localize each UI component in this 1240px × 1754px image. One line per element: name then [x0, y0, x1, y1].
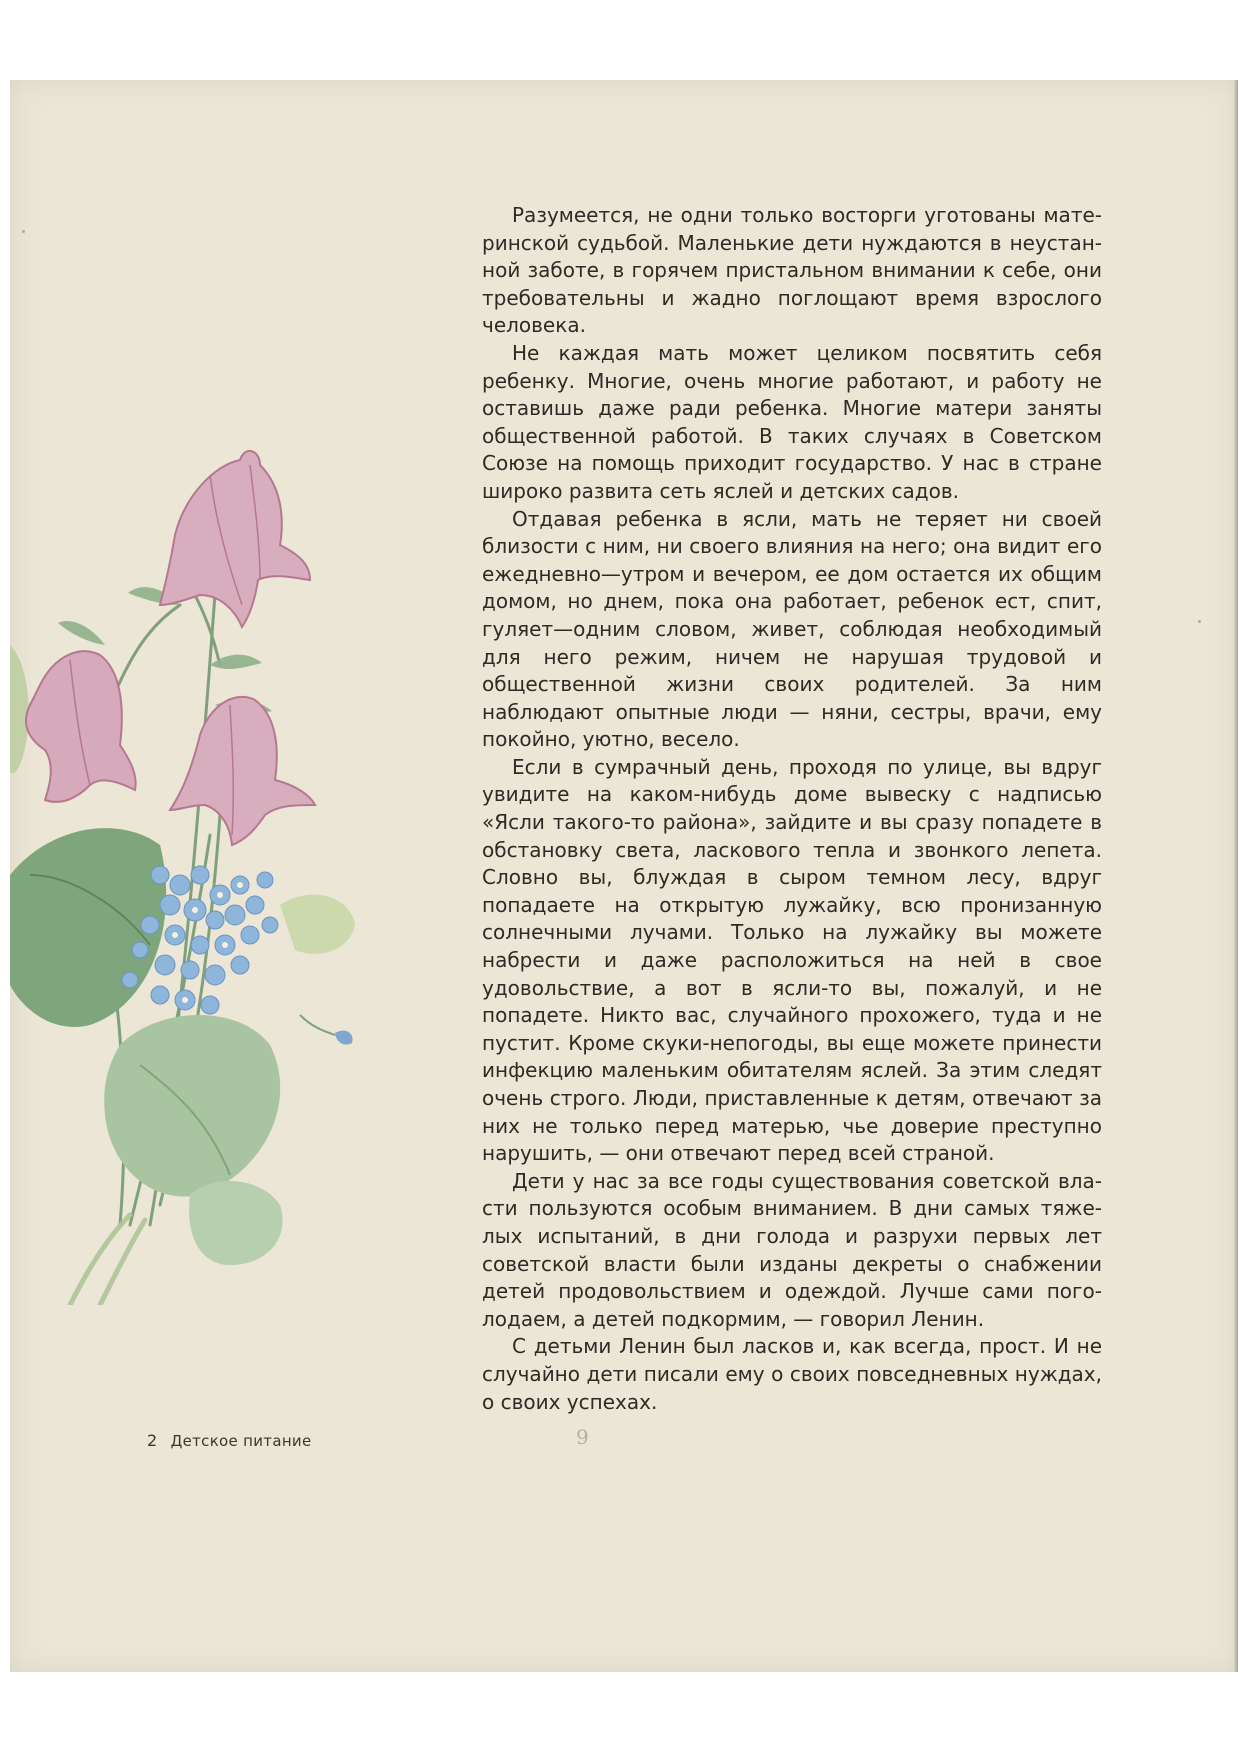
dust-speck [1198, 620, 1201, 623]
page-edge [1234, 80, 1238, 1672]
footer-signature [147, 1431, 312, 1450]
signature-number: 2 [147, 1431, 158, 1450]
page-number: 9 [576, 1425, 589, 1449]
paragraph: Отдавая ребенка в ясли, мать не теряет ни своей близости с ним, ни своего влияния на него; она видит его ежедневно—утром и вечером, ее дом остается их общим домом, но днем, пока она работает, ребенок ест, спит, гуляет—одним словом, живет, соблюдая необходимый для него режим, ничем не нарушая трудовой и общественной жизни своих родителей. За ним наблюдают опытные люди — няни, сестры, врачи, ему покойно, уютно, весело. [482, 506, 1102, 752]
body-text [482, 202, 1102, 1416]
dust-speck [22, 230, 25, 233]
signature-title: Детское питание [170, 1432, 312, 1450]
bellflower-illustration [10, 405, 390, 1305]
paragraph: Дети у нас за все годы существования советской власти пользуются особым вниманием. В дни самых тяжелых испытаний, в дни голода и разрухи первых лет советской власти были изданы декреты о снабжении детей продовольствием и одеждой. Лучше сами поголодаем, а детей подкормим, — говорил Ленин. [482, 1168, 1102, 1331]
paragraph: Если в сумрачный день, проходя по улице, вы вдруг увидите на каком-нибудь доме вывеску с надписью «Ясли такого-то района», зайдите и вы сразу попадете в обстановку света, ласкового тепла и звонкого лепета. Словно вы, блуждая в сыром темном лесу, вдруг попадаете на открытую лужайку, всю пронизанную солнечными лучами. Только на лужайку вы можете набрести и даже расположиться на ней в свое удовольствие, а вот в ясли-то вы, пожалуй, и не попадете. Никто вас, случайного прохожего, туда и не пустит. Кроме скуки-непогоды, вы еще можете принести инфекцию маленьким обитателям яслей. За этим следят очень строго. Люди, приставленные к детям, отвечают за них не только перед матерью, чье доверие преступно нарушить, — они отвечают перед всей страной. [482, 754, 1102, 1166]
paragraph: Не каждая мать может целиком посвятить себя ребенку. Многие, очень многие работают, и работу не оставишь даже ради ребенка. Многие матери заняты общественной работой. В таких случаях в Советском Союзе на помощь приходит государство. У нас в стране широко развита сеть яслей и детских садов. [482, 340, 1102, 503]
book-page [10, 80, 1238, 1672]
paragraph: С детьми Ленин был ласков и, как всегда, прост. И не случайно дети писали ему о своих повседневных нуждах, о своих успехах. [482, 1334, 1102, 1414]
paragraph: Разумеется, не одни только восторги уготованы материнской судьбой. Маленькие дети нуждаются в неустанной заботе, в горячем пристальном внимании к себе, они требовательны и жадно поглощают время взрослого человека. [482, 203, 1102, 338]
